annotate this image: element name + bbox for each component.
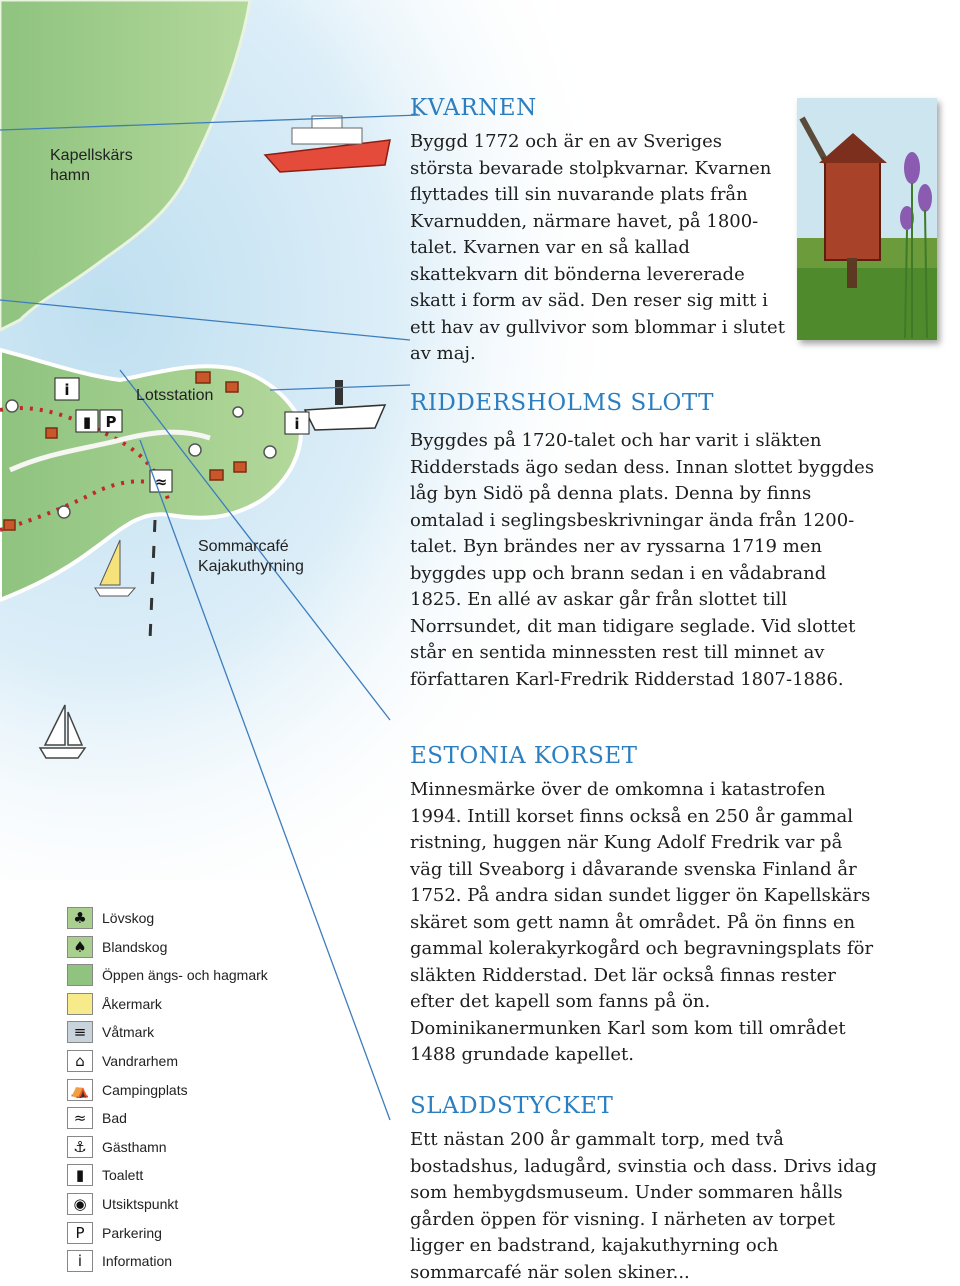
map-label-lotsstation: Lotsstation (136, 387, 214, 404)
map-label-kapellskar: Kapellskärs hamn (50, 147, 133, 184)
legend-label: Blandskog (102, 938, 168, 955)
toilet-icon: ▮ (67, 1164, 93, 1186)
viewpoint-icon: ◉ (67, 1193, 93, 1215)
section-estonia (410, 743, 880, 1069)
section-title-kvarnen: KVARNEN (410, 95, 537, 121)
legend-label: Toalett (102, 1167, 144, 1184)
section-sladdstycket (410, 1093, 880, 1286)
legend-label: Campingplats (102, 1081, 188, 1098)
section-title-riddersholm: RIDDERSHOLMS SLOTT (410, 390, 714, 416)
section-body-estonia: Minnesmärke över de omkomna i katastrofen 1994. Intill korset finns också en 250 år gammal ristning, huggen när Kung Adolf Fredrik var på väg till Sveaborg i dåvarande svenska Finland år 1752. På andra sidan sundet ligger ön Kapellskärs skäret som gett namn åt området. På ön finns en gammal kolerakyrkogård och begravningsplats för släkten Ridderstad. Det lär också finnas rester efter det kapell som fanns på ön. Dominikanermunken Karl som kom till området 1488 grundade kapellet. (410, 779, 874, 1065)
legend-label: Våtmark (102, 1024, 155, 1041)
legend-row (67, 1246, 367, 1275)
map-label-sommarcafe: Sommarcafé Kajakuthyrning (198, 538, 304, 575)
legend-row (67, 932, 367, 961)
section-body-riddersholm: Byggdes på 1720-talet och har varit i släkten Ridderstads ägo sedan dess. Innan slottet byggdes låg byn Sidö på denna plats. Denna by finns omtalad i seglingsbeskrivningar ända från 1200-talet. Byn brändes ner av ryssarna 1719 men byggdes upp och brann sedan i en vådabrand 1825. En allé av askar går från slottet till Norrsundet, dit man tidigare seglade. Vid slottet står en sentida minnessten rest till minnet av författaren Karl-Fredrik Ridderstad 1807-1886. (410, 430, 875, 690)
map-legend (67, 903, 367, 1275)
legend-label: Åkermark (102, 995, 162, 1012)
anchor-icon: ⚓ (67, 1136, 93, 1158)
legend-label: Lövskog (102, 910, 155, 926)
legend-row (67, 989, 367, 1018)
legend-row (67, 1046, 367, 1075)
section-title-estonia: ESTONIA KORSET (410, 743, 638, 769)
section-kvarnen (410, 95, 790, 368)
meadow-swatch (67, 964, 93, 986)
svg-text:P: P (105, 413, 117, 431)
legend-label: Öppen ängs- och hagmark (102, 967, 268, 984)
legend-row (67, 1132, 367, 1161)
wetland-swatch: ≡ (67, 1021, 93, 1043)
legend-label: Gästhamn (102, 1138, 167, 1155)
svg-text:▮: ▮ (82, 413, 92, 431)
legend-row (67, 1218, 367, 1247)
legend-label: Information (102, 1253, 173, 1270)
legend-row (67, 1160, 367, 1189)
parking-icon: P (67, 1222, 93, 1244)
svg-text:≈: ≈ (154, 473, 168, 491)
information-icon: i (67, 1250, 93, 1272)
section-body-kvarnen: Byggd 1772 och är en av Sveriges största bevarade stolpkvarnar. Kvarnen flyttades till sin nuvarande plats från Kvarnudden, närmare havet, på 1800-talet. Kvarnen var en så kallad skattekvarn dit bönderna levererade skatt i form av säd. Den reser sig mitt i ett hav av gullvivor som blommar i slutet av maj. (410, 131, 785, 364)
section-riddersholm (410, 390, 880, 693)
windmill-photo (797, 98, 937, 340)
legend-row (67, 1103, 367, 1132)
legend-label: Bad (102, 1110, 127, 1127)
legend-row (67, 1189, 367, 1218)
section-title-sladdstycket: SLADDSTYCKET (410, 1093, 614, 1119)
section-body-sladdstycket: Ett nästan 200 år gammalt torp, med två bostadshus, ladugård, svinstia och dass. Drivs idag som hembygdsmuseum. Under sommaren hålls gården öppen för visning. I närheten av torpet ligger en badstrand, kajakuthyrning och sommarcafé när solen skiner... (410, 1129, 877, 1283)
legend-row (67, 903, 367, 932)
legend-label: Parkering (102, 1224, 162, 1241)
svg-text:i: i (294, 415, 300, 433)
legend-row (67, 960, 367, 989)
hostel-icon: ⌂ (67, 1050, 93, 1072)
swimming-icon: ≈ (67, 1107, 93, 1129)
legend-row (67, 1017, 367, 1046)
legend-label: Utsiktspunkt (102, 1195, 179, 1212)
legend-label: Vandrarhem (102, 1052, 179, 1069)
deciduous-tree-icon: ♣ (67, 907, 93, 929)
farmland-swatch (67, 993, 93, 1015)
svg-text:i: i (64, 381, 70, 399)
tent-icon: ⛺ (67, 1079, 93, 1101)
mixed-forest-icon: ♠ (67, 936, 93, 958)
legend-row (67, 1075, 367, 1104)
